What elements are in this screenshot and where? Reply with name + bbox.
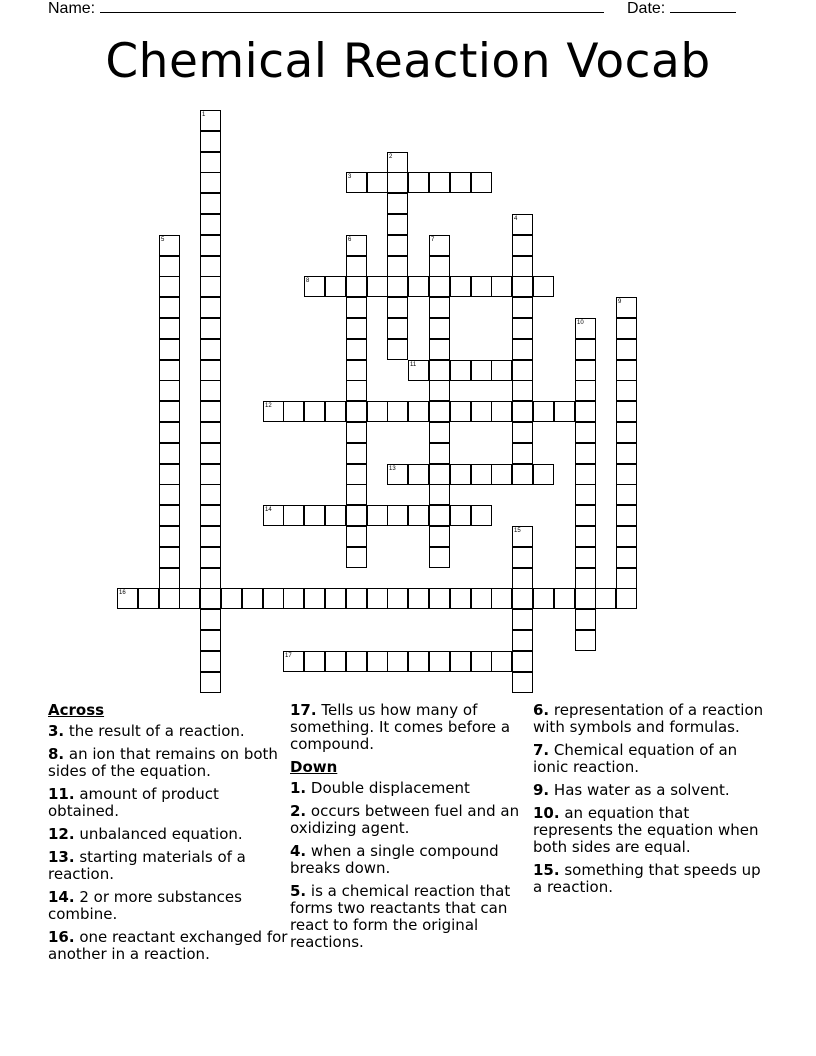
grid-cell[interactable] [512, 672, 533, 693]
grid-cell[interactable] [512, 422, 533, 443]
grid-cell[interactable] [512, 547, 533, 568]
grid-cell[interactable] [616, 484, 637, 505]
grid-cell[interactable] [200, 131, 221, 152]
grid-cell[interactable] [408, 588, 429, 609]
grid-cell[interactable] [575, 484, 596, 505]
grid-cell[interactable] [554, 588, 575, 609]
grid-cell[interactable] [616, 380, 637, 401]
grid-cell[interactable] [367, 401, 388, 422]
clues-column-1 [48, 702, 288, 969]
clue-number: 5. [290, 882, 307, 900]
clue-across-12 [48, 826, 288, 843]
grid-cell[interactable] [429, 526, 450, 547]
grid-cell[interactable] [200, 588, 221, 609]
grid-cell[interactable] [512, 276, 533, 297]
grid-cell[interactable] [325, 276, 346, 297]
grid-cell[interactable] [387, 214, 408, 235]
grid-cell[interactable] [512, 235, 533, 256]
grid-cell[interactable] [283, 588, 304, 609]
grid-cell[interactable] [512, 609, 533, 630]
grid-cell[interactable] [533, 588, 554, 609]
grid-cell[interactable] [117, 588, 138, 609]
clue-number: 7. [533, 741, 550, 759]
grid-cell[interactable] [471, 401, 492, 422]
grid-cell[interactable] [200, 464, 221, 485]
grid-cell[interactable] [179, 588, 200, 609]
grid-cell[interactable] [575, 505, 596, 526]
grid-cell[interactable] [200, 110, 221, 131]
clue-number: 3. [48, 722, 65, 740]
clue-number: 8. [48, 745, 65, 763]
grid-cell[interactable] [575, 401, 596, 422]
grid-cell[interactable] [346, 256, 367, 277]
cell-number: 9 [618, 299, 622, 305]
grid-cell[interactable] [450, 464, 471, 485]
grid-cell[interactable] [200, 235, 221, 256]
grid-cell[interactable] [575, 526, 596, 547]
grid-cell[interactable] [471, 651, 492, 672]
clue-across-3 [48, 723, 288, 740]
grid-cell[interactable] [200, 256, 221, 277]
grid-cell[interactable] [491, 360, 512, 381]
grid-cell[interactable] [387, 339, 408, 360]
grid-cell[interactable] [616, 339, 637, 360]
grid-cell[interactable] [616, 401, 637, 422]
grid-cell[interactable] [471, 588, 492, 609]
grid-cell[interactable] [325, 401, 346, 422]
grid-cell[interactable] [283, 401, 304, 422]
grid-cell[interactable] [367, 172, 388, 193]
grid-cell[interactable] [512, 568, 533, 589]
clue-text: is a chemical reaction that forms two reactants that can react to form the original reactions. [290, 882, 511, 951]
grid-cell[interactable] [429, 547, 450, 568]
clue-number: 17. [290, 701, 317, 719]
cell-number: 11 [410, 362, 417, 368]
grid-cell[interactable] [429, 339, 450, 360]
grid-cell[interactable] [159, 484, 180, 505]
clue-down-6 [533, 702, 773, 736]
clue-text: starting materials of a reaction. [48, 848, 246, 883]
clue-down-5 [290, 883, 526, 951]
grid-cell[interactable] [159, 339, 180, 360]
grid-cell[interactable] [408, 401, 429, 422]
cell-number: 4 [514, 216, 518, 222]
clue-across-13 [48, 849, 288, 883]
grid-cell[interactable] [200, 630, 221, 651]
clue-down-4 [290, 843, 526, 877]
grid-cell[interactable] [616, 464, 637, 485]
cell-number: 15 [514, 528, 521, 534]
grid-cell[interactable] [325, 588, 346, 609]
grid-cell[interactable] [512, 339, 533, 360]
grid-cell[interactable] [512, 360, 533, 381]
grid-cell[interactable] [387, 588, 408, 609]
grid-cell[interactable] [408, 360, 429, 381]
grid-cell[interactable] [616, 505, 637, 526]
grid-cell[interactable] [346, 339, 367, 360]
grid-cell[interactable] [491, 276, 512, 297]
grid-cell[interactable] [304, 505, 325, 526]
clue-number: 12. [48, 825, 75, 843]
clue-number: 2. [290, 802, 307, 820]
grid-cell[interactable] [616, 443, 637, 464]
across-heading: Across [48, 701, 105, 719]
grid-cell[interactable] [367, 505, 388, 526]
grid-cell[interactable] [387, 152, 408, 173]
cell-number: 17 [285, 653, 292, 659]
grid-cell[interactable] [387, 256, 408, 277]
clue-text: when a single compound breaks down. [290, 842, 499, 877]
grid-cell[interactable] [408, 276, 429, 297]
grid-cell[interactable] [263, 505, 284, 526]
grid-cell[interactable] [429, 380, 450, 401]
grid-cell[interactable] [346, 526, 367, 547]
grid-cell[interactable] [200, 422, 221, 443]
grid-cell[interactable] [429, 235, 450, 256]
grid-cell[interactable] [512, 380, 533, 401]
cell-number: 8 [306, 278, 310, 284]
clue-across-17 [290, 702, 526, 753]
clue-number: 10. [533, 804, 560, 822]
grid-cell[interactable] [554, 401, 575, 422]
grid-cell[interactable] [471, 276, 492, 297]
grid-cell[interactable] [200, 526, 221, 547]
clue-number: 11. [48, 785, 75, 803]
cell-number: 3 [348, 174, 352, 180]
grid-cell[interactable] [408, 505, 429, 526]
grid-cell[interactable] [450, 651, 471, 672]
clue-number: 4. [290, 842, 307, 860]
grid-cell[interactable] [575, 318, 596, 339]
grid-cell[interactable] [159, 588, 180, 609]
clue-across-16 [48, 929, 288, 963]
clue-text: an equation that represents the equation when both sides are equal. [533, 804, 759, 856]
grid-cell[interactable] [346, 360, 367, 381]
grid-cell[interactable] [387, 401, 408, 422]
cell-number: 5 [161, 237, 165, 243]
grid-cell[interactable] [346, 297, 367, 318]
down-heading: Down [290, 758, 338, 776]
clues-column-2 [290, 702, 526, 957]
clue-down-2 [290, 803, 526, 837]
clue-number: 14. [48, 888, 75, 906]
clue-text: Tells us how many of something. It comes before a compound. [290, 701, 511, 753]
clue-text: unbalanced equation. [79, 825, 243, 843]
grid-cell[interactable] [159, 568, 180, 589]
grid-cell[interactable] [512, 256, 533, 277]
grid-cell[interactable] [491, 464, 512, 485]
clue-number: 16. [48, 928, 75, 946]
grid-cell[interactable] [512, 464, 533, 485]
clue-text: Has water as a solvent. [553, 781, 730, 799]
grid-cell[interactable] [304, 401, 325, 422]
grid-cell[interactable] [450, 360, 471, 381]
grid-cell[interactable] [304, 588, 325, 609]
cell-number: 10 [577, 320, 584, 326]
grid-cell[interactable] [512, 297, 533, 318]
grid-cell[interactable] [491, 401, 512, 422]
grid-cell[interactable] [429, 588, 450, 609]
clue-text: one reactant exchanged for another in a reaction. [48, 928, 288, 963]
grid-cell[interactable] [429, 464, 450, 485]
grid-cell[interactable] [200, 484, 221, 505]
grid-cell[interactable] [263, 401, 284, 422]
grid-cell[interactable] [346, 547, 367, 568]
grid-cell[interactable] [346, 651, 367, 672]
grid-cell[interactable] [159, 505, 180, 526]
grid-cell[interactable] [387, 276, 408, 297]
grid-cell[interactable] [450, 588, 471, 609]
grid-cell[interactable] [367, 651, 388, 672]
grid-cell[interactable] [512, 318, 533, 339]
grid-cell[interactable] [575, 630, 596, 651]
clue-down-1 [290, 780, 526, 797]
grid-cell[interactable] [200, 339, 221, 360]
clue-text: something that speeds up a reaction. [533, 861, 761, 896]
cell-number: 13 [389, 466, 396, 472]
grid-cell[interactable] [242, 588, 263, 609]
clue-down-7 [533, 742, 773, 776]
grid-cell[interactable] [159, 256, 180, 277]
clue-text: amount of product obtained. [48, 785, 219, 820]
grid-cell[interactable] [512, 526, 533, 547]
grid-cell[interactable] [159, 318, 180, 339]
grid-cell[interactable] [575, 443, 596, 464]
grid-cell[interactable] [200, 672, 221, 693]
grid-cell[interactable] [200, 276, 221, 297]
grid-cell[interactable] [387, 297, 408, 318]
grid-cell[interactable] [616, 422, 637, 443]
clue-text: representation of a reaction with symbols and formulas. [533, 701, 764, 736]
grid-cell[interactable] [429, 401, 450, 422]
grid-cell[interactable] [429, 256, 450, 277]
cell-number: 1 [202, 112, 206, 118]
clue-number: 6. [533, 701, 550, 719]
grid-cell[interactable] [471, 360, 492, 381]
grid-cell[interactable] [200, 214, 221, 235]
grid-cell[interactable] [387, 235, 408, 256]
grid-cell[interactable] [408, 651, 429, 672]
grid-cell[interactable] [512, 630, 533, 651]
grid-cell[interactable] [575, 547, 596, 568]
grid-cell[interactable] [471, 172, 492, 193]
grid-cell[interactable] [200, 401, 221, 422]
grid-cell[interactable] [512, 588, 533, 609]
grid-cell[interactable] [221, 588, 242, 609]
grid-cell[interactable] [429, 651, 450, 672]
grid-cell[interactable] [159, 276, 180, 297]
grid-cell[interactable] [429, 505, 450, 526]
grid-cell[interactable] [575, 360, 596, 381]
grid-cell[interactable] [346, 464, 367, 485]
grid-cell[interactable] [263, 588, 284, 609]
clue-text: the result of a reaction. [68, 722, 245, 740]
grid-cell[interactable] [325, 505, 346, 526]
grid-cell[interactable] [616, 526, 637, 547]
grid-cell[interactable] [616, 360, 637, 381]
grid-cell[interactable] [159, 401, 180, 422]
grid-cell[interactable] [283, 505, 304, 526]
grid-cell[interactable] [159, 547, 180, 568]
grid-cell[interactable] [575, 339, 596, 360]
grid-cell[interactable] [533, 401, 554, 422]
grid-cell[interactable] [159, 443, 180, 464]
grid-cell[interactable] [533, 464, 554, 485]
clue-number: 1. [290, 779, 307, 797]
clue-down-15 [533, 862, 773, 896]
grid-cell[interactable] [429, 172, 450, 193]
grid-cell[interactable] [387, 172, 408, 193]
grid-cell[interactable] [200, 172, 221, 193]
grid-cell[interactable] [159, 464, 180, 485]
grid-cell[interactable] [367, 588, 388, 609]
grid-cell[interactable] [429, 422, 450, 443]
name-label: Name: [48, 0, 96, 17]
grid-cell[interactable] [387, 651, 408, 672]
grid-cell[interactable] [283, 651, 304, 672]
grid-cell[interactable] [325, 651, 346, 672]
grid-cell[interactable] [346, 318, 367, 339]
grid-cell[interactable] [575, 568, 596, 589]
clues-column-3 [533, 702, 773, 902]
grid-cell[interactable] [450, 276, 471, 297]
grid-cell[interactable] [429, 443, 450, 464]
grid-cell[interactable] [159, 360, 180, 381]
page-title: Chemical Reaction Vocab [105, 34, 711, 89]
cell-number: 12 [265, 403, 272, 409]
grid-cell[interactable] [471, 464, 492, 485]
clue-number: 9. [533, 781, 550, 799]
grid-cell[interactable] [200, 318, 221, 339]
grid-cell[interactable] [159, 526, 180, 547]
grid-cell[interactable] [595, 588, 616, 609]
grid-cell[interactable] [346, 276, 367, 297]
grid-cell[interactable] [450, 401, 471, 422]
grid-cell[interactable] [346, 172, 367, 193]
cell-number: 14 [265, 507, 272, 513]
grid-cell[interactable] [512, 401, 533, 422]
clue-text: 2 or more substances combine. [48, 888, 242, 923]
clue-across-11 [48, 786, 288, 820]
grid-cell[interactable] [575, 588, 596, 609]
grid-cell[interactable] [346, 422, 367, 443]
cell-number: 7 [431, 237, 435, 243]
grid-cell[interactable] [138, 588, 159, 609]
grid-cell[interactable] [616, 318, 637, 339]
grid-cell[interactable] [450, 505, 471, 526]
grid-cell[interactable] [491, 588, 512, 609]
grid-cell[interactable] [408, 464, 429, 485]
clue-across-8 [48, 746, 288, 780]
grid-cell[interactable] [346, 588, 367, 609]
grid-cell[interactable] [367, 276, 388, 297]
grid-cell[interactable] [304, 651, 325, 672]
grid-cell[interactable] [387, 318, 408, 339]
clue-down-10 [533, 805, 773, 856]
grid-cell[interactable] [346, 505, 367, 526]
grid-cell[interactable] [346, 235, 367, 256]
grid-cell[interactable] [346, 401, 367, 422]
grid-cell[interactable] [616, 297, 637, 318]
grid-cell[interactable] [575, 609, 596, 630]
grid-cell[interactable] [616, 588, 637, 609]
grid-cell[interactable] [429, 484, 450, 505]
grid-cell[interactable] [159, 235, 180, 256]
clue-number: 15. [533, 861, 560, 879]
grid-cell[interactable] [200, 568, 221, 589]
clue-text: Chemical equation of an ionic reaction. [533, 741, 738, 776]
grid-cell[interactable] [200, 505, 221, 526]
clue-down-9 [533, 782, 773, 799]
grid-cell[interactable] [512, 651, 533, 672]
grid-cell[interactable] [346, 380, 367, 401]
grid-cell[interactable] [159, 297, 180, 318]
clue-text: occurs between fuel and an oxidizing agent. [290, 802, 520, 837]
grid-cell[interactable] [200, 152, 221, 173]
cell-number: 2 [389, 154, 393, 160]
clue-number: 13. [48, 848, 75, 866]
grid-cell[interactable] [429, 297, 450, 318]
grid-cell[interactable] [512, 214, 533, 235]
grid-cell[interactable] [346, 484, 367, 505]
grid-cell[interactable] [429, 360, 450, 381]
grid-cell[interactable] [450, 172, 471, 193]
grid-cell[interactable] [491, 651, 512, 672]
clue-text: an ion that remains on both sides of the equation. [48, 745, 278, 780]
grid-cell[interactable] [304, 276, 325, 297]
grid-cell[interactable] [471, 505, 492, 526]
grid-cell[interactable] [159, 380, 180, 401]
grid-cell[interactable] [346, 443, 367, 464]
grid-cell[interactable] [533, 276, 554, 297]
grid-cell[interactable] [387, 505, 408, 526]
grid-cell[interactable] [575, 422, 596, 443]
grid-cell[interactable] [512, 443, 533, 464]
cell-number: 16 [119, 590, 126, 596]
grid-cell[interactable] [200, 651, 221, 672]
grid-cell[interactable] [200, 193, 221, 214]
grid-cell[interactable] [616, 568, 637, 589]
cell-number: 6 [348, 237, 352, 243]
grid-cell[interactable] [200, 547, 221, 568]
grid-cell[interactable] [429, 276, 450, 297]
date-label: Date: [627, 0, 666, 17]
grid-cell[interactable] [387, 193, 408, 214]
grid-cell[interactable] [200, 360, 221, 381]
clue-across-14 [48, 889, 288, 923]
grid-cell[interactable] [200, 443, 221, 464]
grid-cell[interactable] [200, 297, 221, 318]
clue-text: Double displacement [310, 779, 470, 797]
grid-cell[interactable] [575, 464, 596, 485]
grid-cell[interactable] [387, 464, 408, 485]
grid-cell[interactable] [159, 422, 180, 443]
grid-cell[interactable] [200, 609, 221, 630]
grid-cell[interactable] [408, 172, 429, 193]
grid-cell[interactable] [575, 380, 596, 401]
grid-cell[interactable] [616, 547, 637, 568]
grid-cell[interactable] [429, 318, 450, 339]
grid-cell[interactable] [200, 380, 221, 401]
